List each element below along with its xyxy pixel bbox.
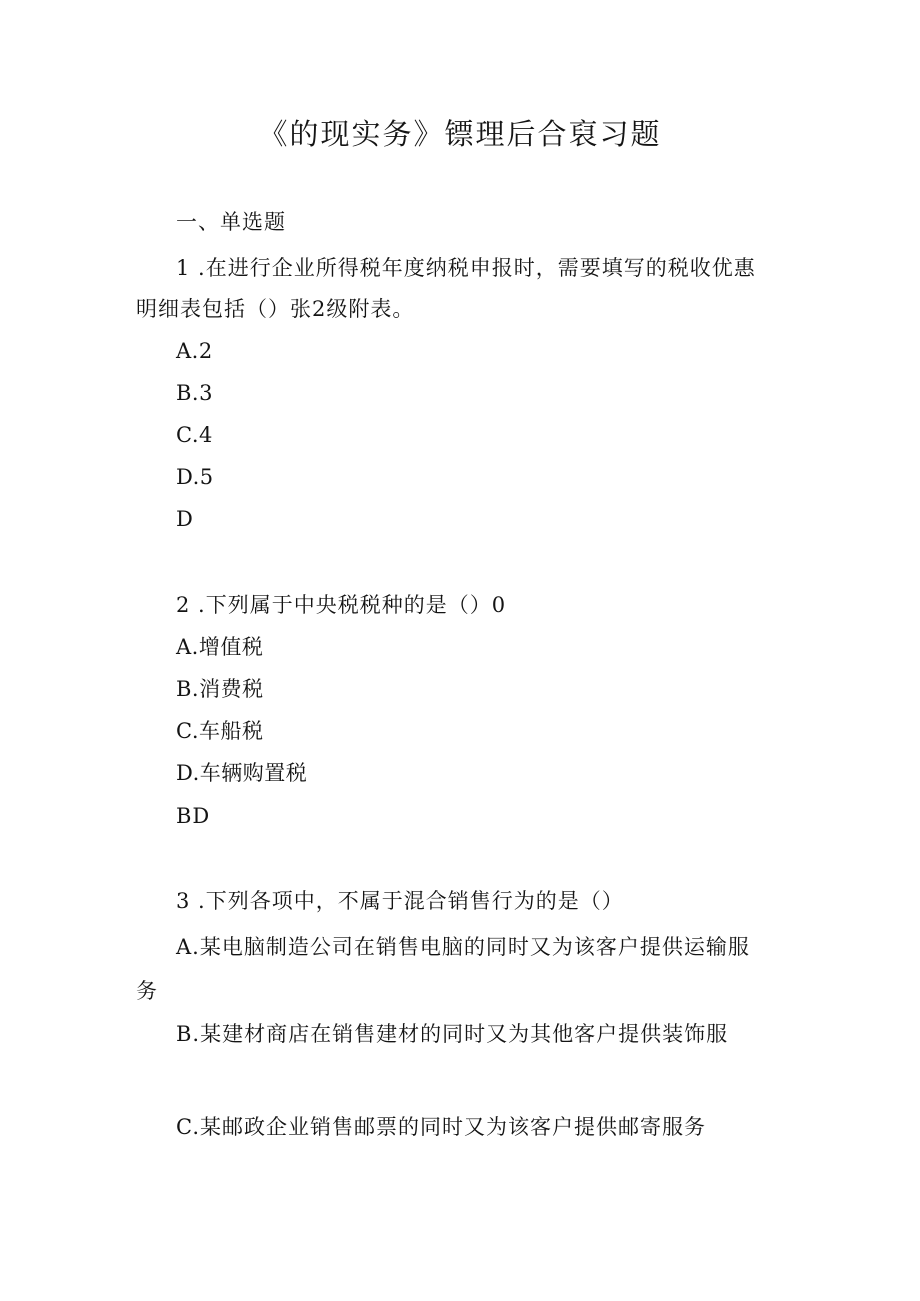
question-3-option-a-line-1: A.某电脑制造公司在销售电脑的同时又为该客户提供运输服: [176, 935, 750, 959]
question-1-option-c: C.4: [176, 423, 213, 447]
question-1-option-b: B.3: [176, 381, 213, 405]
question-1-option-d: D.5: [176, 465, 214, 489]
question-2-option-a: A.增值税: [176, 635, 264, 659]
section-heading: 一、单选题: [176, 210, 286, 234]
question-3-option-c: C.某邮政企业销售邮票的同时又为该客户提供邮寄服务: [176, 1115, 706, 1139]
question-1-option-a: A.2: [176, 339, 213, 363]
question-3-option-a-line-2: 务: [136, 979, 158, 1003]
question-2-option-c: C.车船税: [176, 719, 264, 743]
question-2-option-d: D.车辆购置税: [176, 761, 308, 785]
document-title: 《的现实务》镖理后合裒习题: [258, 117, 662, 151]
question-2-answer: BD: [176, 804, 211, 828]
question-3-option-b: B.某建材商店在销售建材的同时又为其他客户提供装饰服: [176, 1022, 729, 1046]
question-3-stem: 3 .下列各项中，不属于混合销售行为的是（）: [176, 889, 624, 913]
question-1-answer: D: [176, 507, 194, 531]
question-2-stem: 2 .下列属于中央税税种的是（）0: [176, 593, 507, 617]
question-1-stem-line-1: 1 .在进行企业所得税年度纳税申报时，需要填写的税收优惠: [176, 256, 756, 280]
question-2-option-b: B.消费税: [176, 677, 264, 701]
question-1-stem-line-2: 明细表包括（）张2级附表。: [136, 297, 415, 321]
